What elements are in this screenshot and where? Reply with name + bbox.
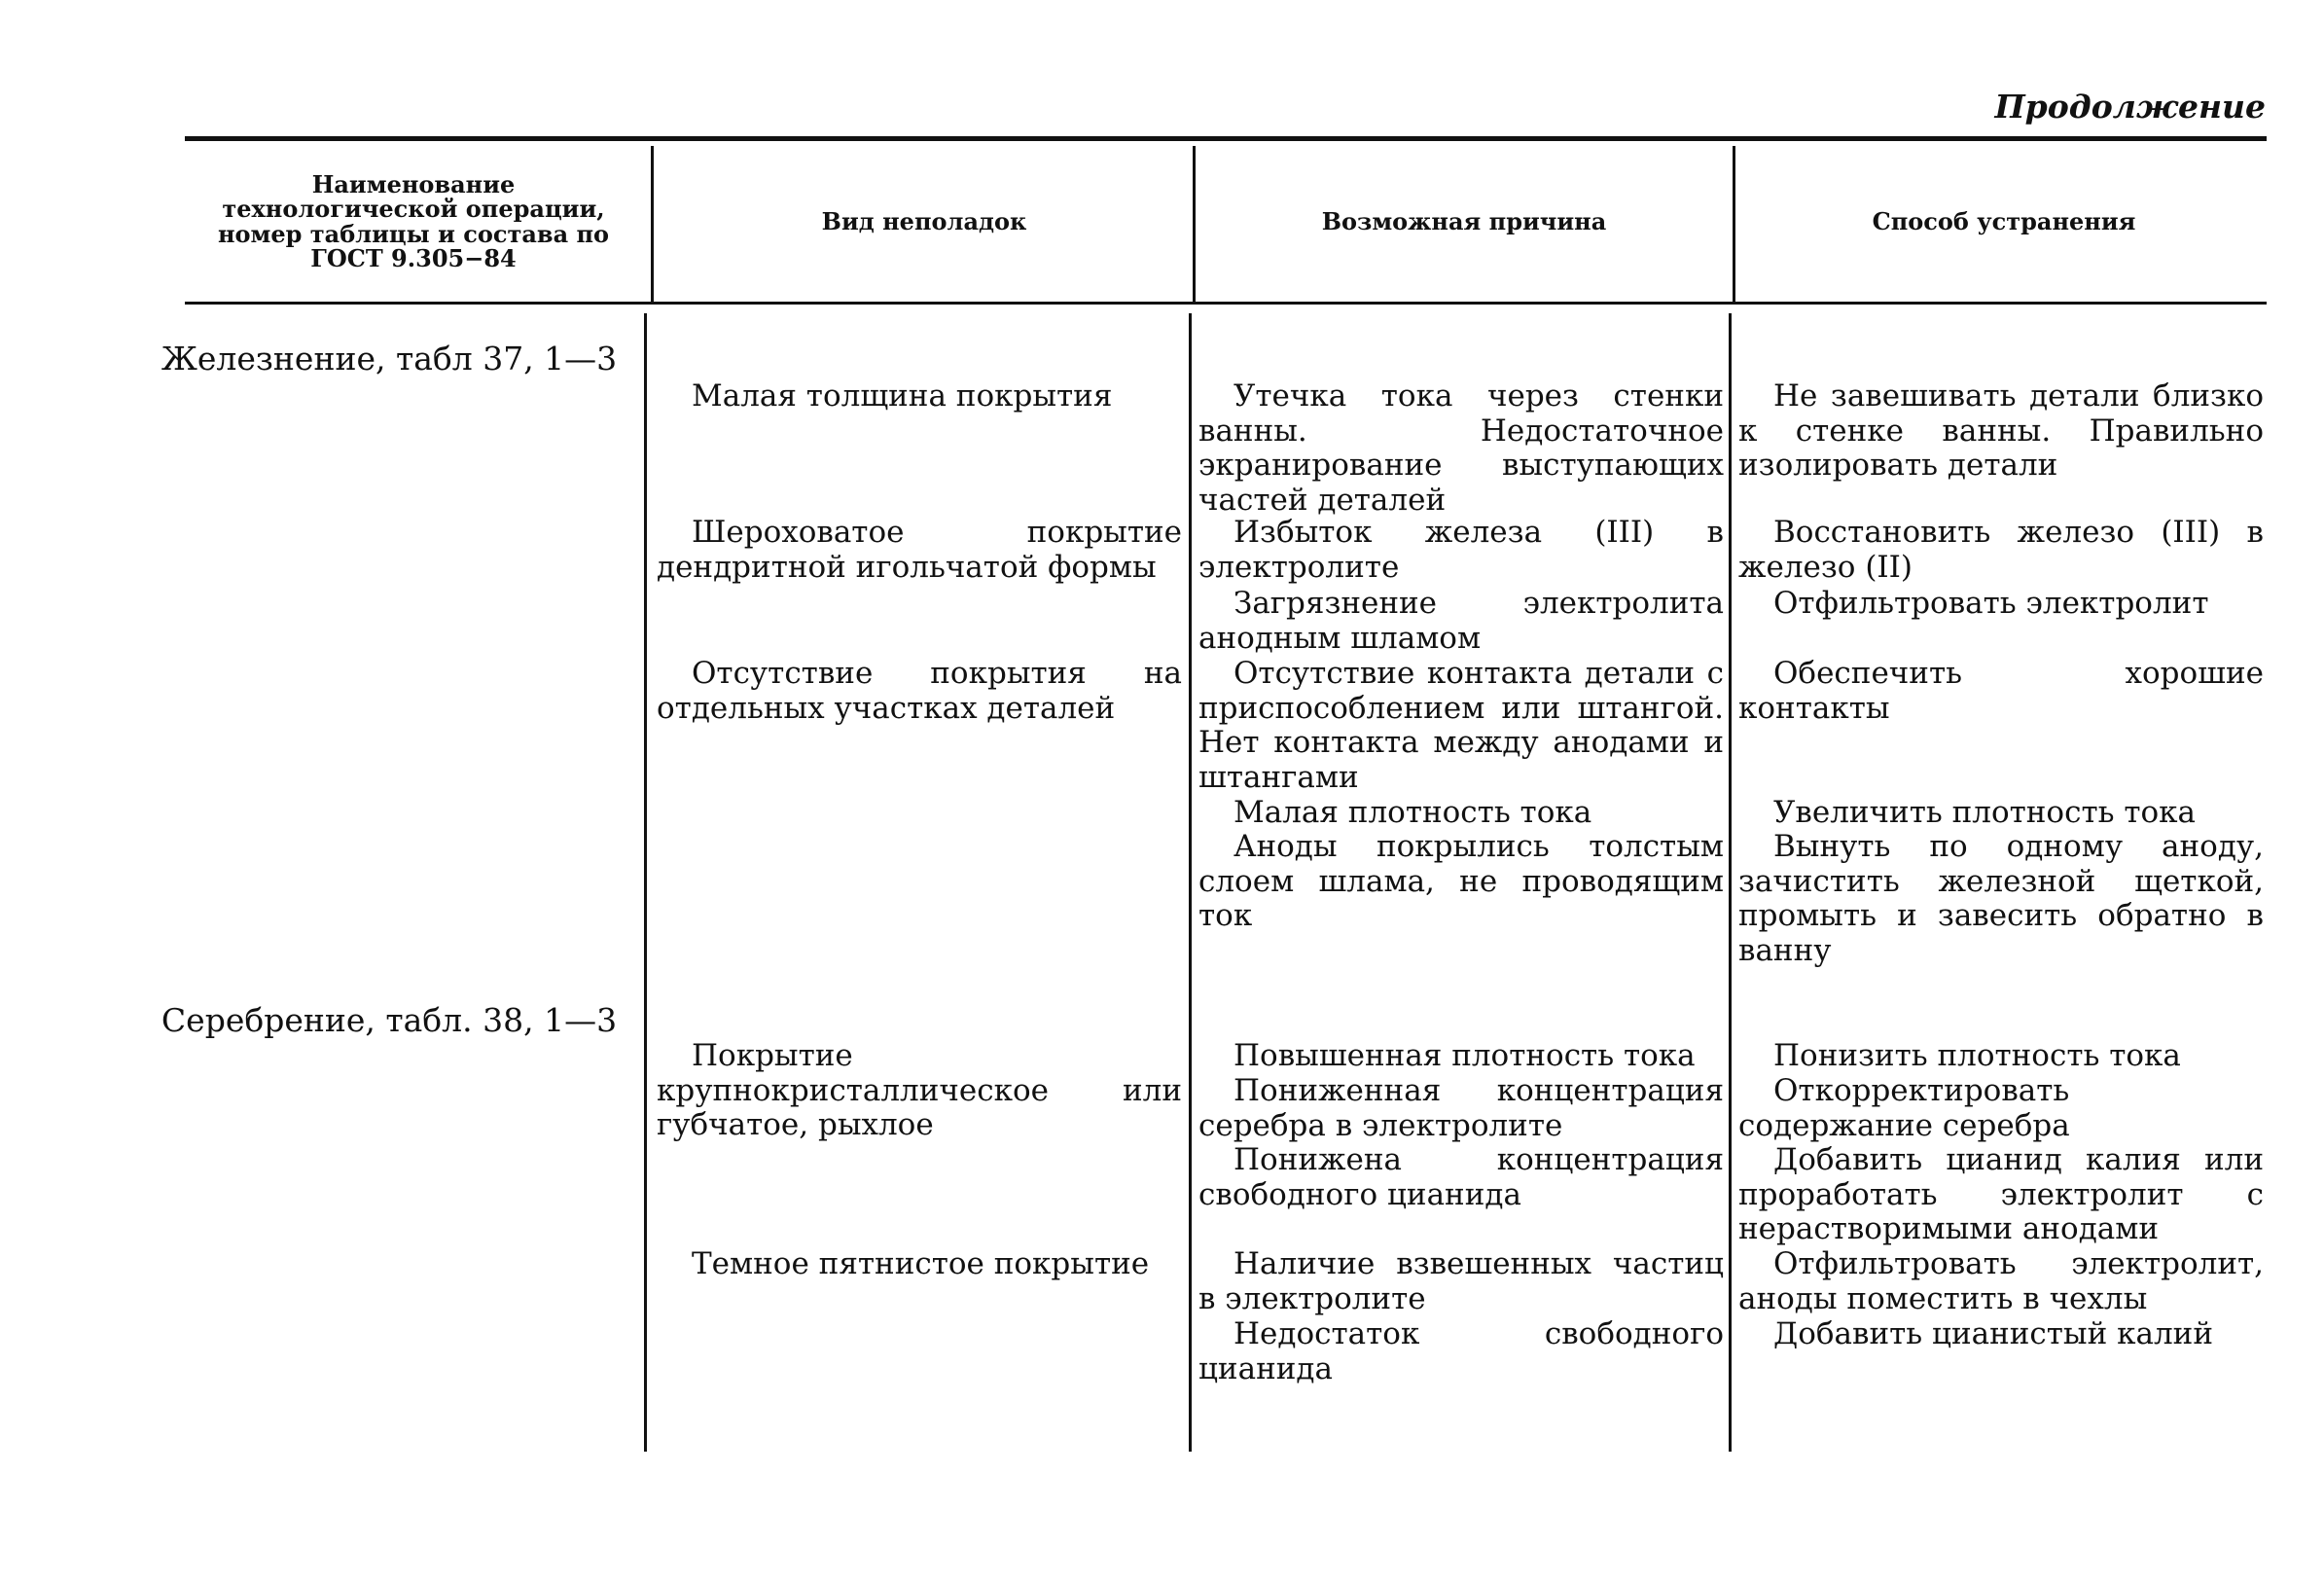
column-divider — [1189, 313, 1192, 1452]
cause-cell: Пониженная концентрация серебра в электролите — [1198, 1073, 1724, 1143]
defect-cell: Покрытие крупнокристаллическое или губчатое, рыхлое — [657, 1038, 1182, 1142]
column-divider — [1193, 146, 1196, 302]
defect-cell: Шероховатое покрытие дендритной игольчатой формы — [657, 515, 1182, 585]
defect-cell: Малая толщина покрытия — [692, 378, 1113, 413]
cause-cell: Аноды покрылись толстым слоем шлама, не проводящим ток — [1198, 829, 1724, 933]
column-divider — [1733, 146, 1735, 302]
header-cause: Возможная причина — [1321, 206, 1607, 235]
column-divider — [644, 313, 647, 1452]
cause-cell: Понижена концентрация свободного цианида — [1198, 1142, 1724, 1212]
cause-cell: Утечка тока через стенки ванны. Недостаточное экранирование выступающих частей деталей — [1198, 378, 1724, 518]
defect-cell: Темное пятнистое покрытие — [692, 1246, 1150, 1281]
continuation-label: Продолжение — [1994, 88, 2266, 126]
remedy-cell: Понизить плотность тока — [1773, 1038, 2181, 1073]
cause-cell: Избыток железа (III) в электролите — [1198, 515, 1724, 585]
cause-cell: Загрязнение электролита анодным шламом — [1198, 586, 1724, 656]
remedy-cell: Отфильтровать электролит, аноды поместить в чехлы — [1738, 1246, 2264, 1316]
cause-cell: Малая плотность тока — [1234, 795, 1592, 830]
remedy-cell: Вынуть по одному аноду, зачистить железной щеткой, промыть и завесить обратно в ванну — [1738, 829, 2264, 968]
cause-cell: Наличие взвешенных частиц в электролите — [1198, 1246, 1724, 1316]
operation-cell: Железнение, табл 37, 1—3 — [161, 340, 618, 378]
column-divider — [651, 146, 654, 302]
remedy-cell: Откорректировать содержание серебра — [1738, 1073, 2070, 1143]
remedy-cell: Отфильтровать электролит — [1773, 586, 2209, 621]
remedy-cell: Не завешивать детали близко к стенке ванны. Правильно изолировать детали — [1738, 378, 2264, 483]
header-defect: Вид неполадок — [821, 206, 1027, 235]
remedy-cell: Обеспечить хорошие контакты — [1738, 656, 2264, 726]
top-rule — [185, 136, 2267, 141]
cause-cell: Повышенная плотность тока — [1234, 1038, 1696, 1073]
remedy-cell: Добавить цианистый калий — [1773, 1316, 2213, 1351]
remedy-cell: Восстановить железо (III) в железо (II) — [1738, 515, 2264, 585]
cause-cell: Отсутствие контакта детали с приспособлением или штангой. Нет контакта между анодами и штангами — [1198, 656, 1724, 795]
column-divider — [1729, 313, 1732, 1452]
remedy-cell: Увеличить плотность тока — [1773, 795, 2196, 830]
remedy-cell: Добавить цианид калия или проработать электролит с нерастворимыми анодами — [1738, 1142, 2264, 1246]
defect-cell: Отсутствие покрытия на отдельных участках деталей — [657, 656, 1182, 726]
header-rule — [185, 302, 2267, 305]
header-operation: Наименование технологической операции, номер таблицы и состава по ГОСТ 9.305−84 — [217, 170, 610, 272]
header-remedy: Способ устранения — [1872, 206, 2136, 235]
cause-cell: Недостаток свободного цианида — [1198, 1316, 1724, 1386]
operation-cell: Серебрение, табл. 38, 1—3 — [161, 1001, 618, 1039]
